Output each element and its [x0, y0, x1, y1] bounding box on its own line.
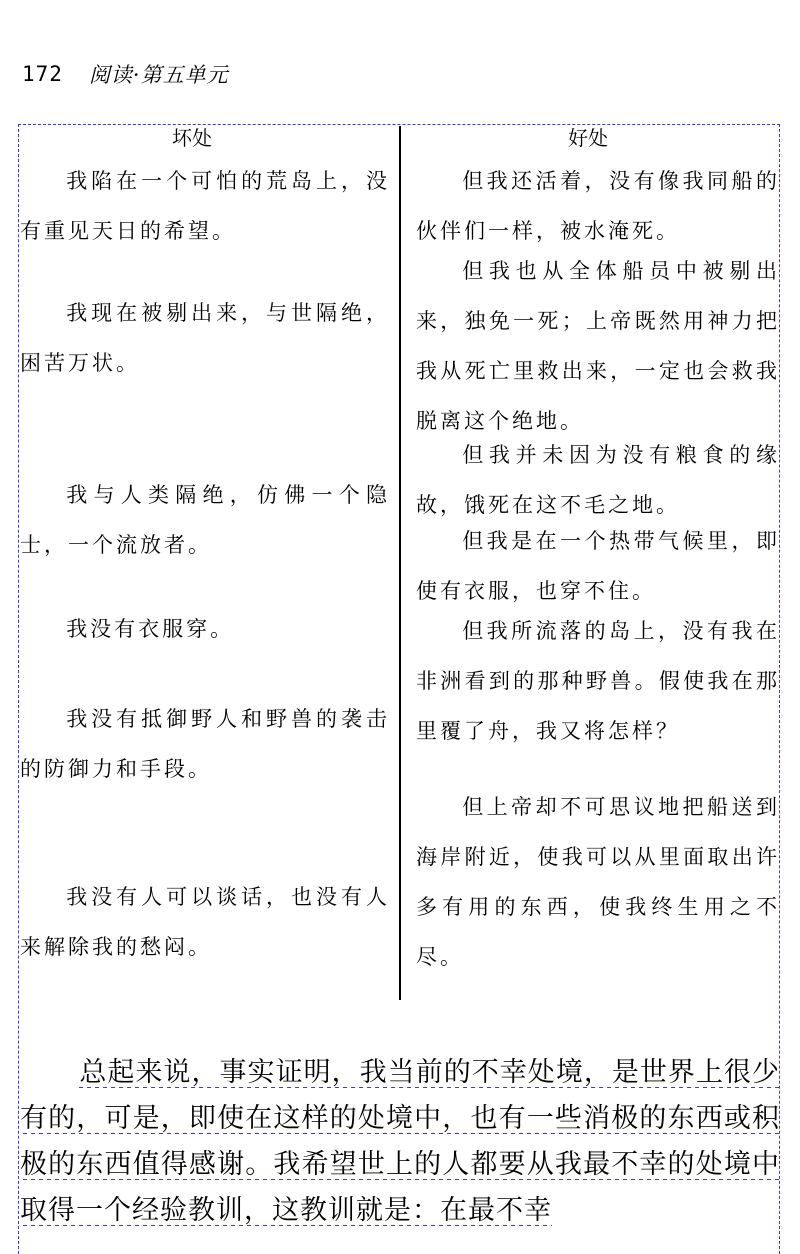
page-number: 172 [22, 62, 63, 86]
good-cell: 但我也从全体船员中被剔出来，独免一死；上帝既然用神力把我从死亡里救出来，一定也会救我脱离这个绝地。 [416, 259, 780, 433]
bad-cell: 我与人类隔绝，仿佛一个隐士，一个流放者。 [20, 483, 390, 557]
good-cell: 但我还活着，没有像我同船的伙伴们一样，被水淹死。 [416, 169, 780, 243]
summary-text: 总起来说，事实证明，我当前的不幸处境，是世界上很少有的，可是，即使在这样的处境中，也有一些消极的东西或积极的东西值得感谢。我希望世上的人都要从我最不幸的处境中取得一个经验教训，这教训就是：在最不幸 [20, 1057, 780, 1226]
good-cell: 但我所流落的岛上，没有我在非洲看到的那种野兽。假使我在那里覆了舟，我又将怎样？ [416, 619, 780, 743]
good-cell: 但我并未因为没有粮食的缘故，饿死在这不毛之地。 [416, 443, 780, 517]
bad-cell: 我没有人可以谈话，也没有人来解除我的愁闷。 [20, 885, 390, 959]
bad-column-heading: 坏处 [172, 126, 212, 150]
bad-cell: 我没有抵御野人和野兽的袭击的防御力和手段。 [20, 707, 390, 781]
good-cell: 但我是在一个热带气候里，即使有衣服，也穿不住。 [416, 529, 780, 603]
bad-cell: 我陷在一个可怕的荒岛上，没有重见天日的希望。 [20, 169, 390, 243]
column-divider [399, 126, 401, 1000]
page-header [22, 56, 229, 92]
good-column-heading: 好处 [568, 126, 608, 150]
good-cell: 但上帝却不可思议地把船送到海岸附近，使我可以从里面取出许多有用的东西，使我终生用之不尽。 [416, 795, 780, 969]
running-title: 阅读·第五单元 [88, 63, 229, 87]
bad-cell: 我现在被剔出来，与世隔绝，困苦万状。 [20, 301, 390, 375]
summary-paragraph [20, 1050, 780, 1234]
bad-cell: 我没有衣服穿。 [66, 617, 235, 641]
